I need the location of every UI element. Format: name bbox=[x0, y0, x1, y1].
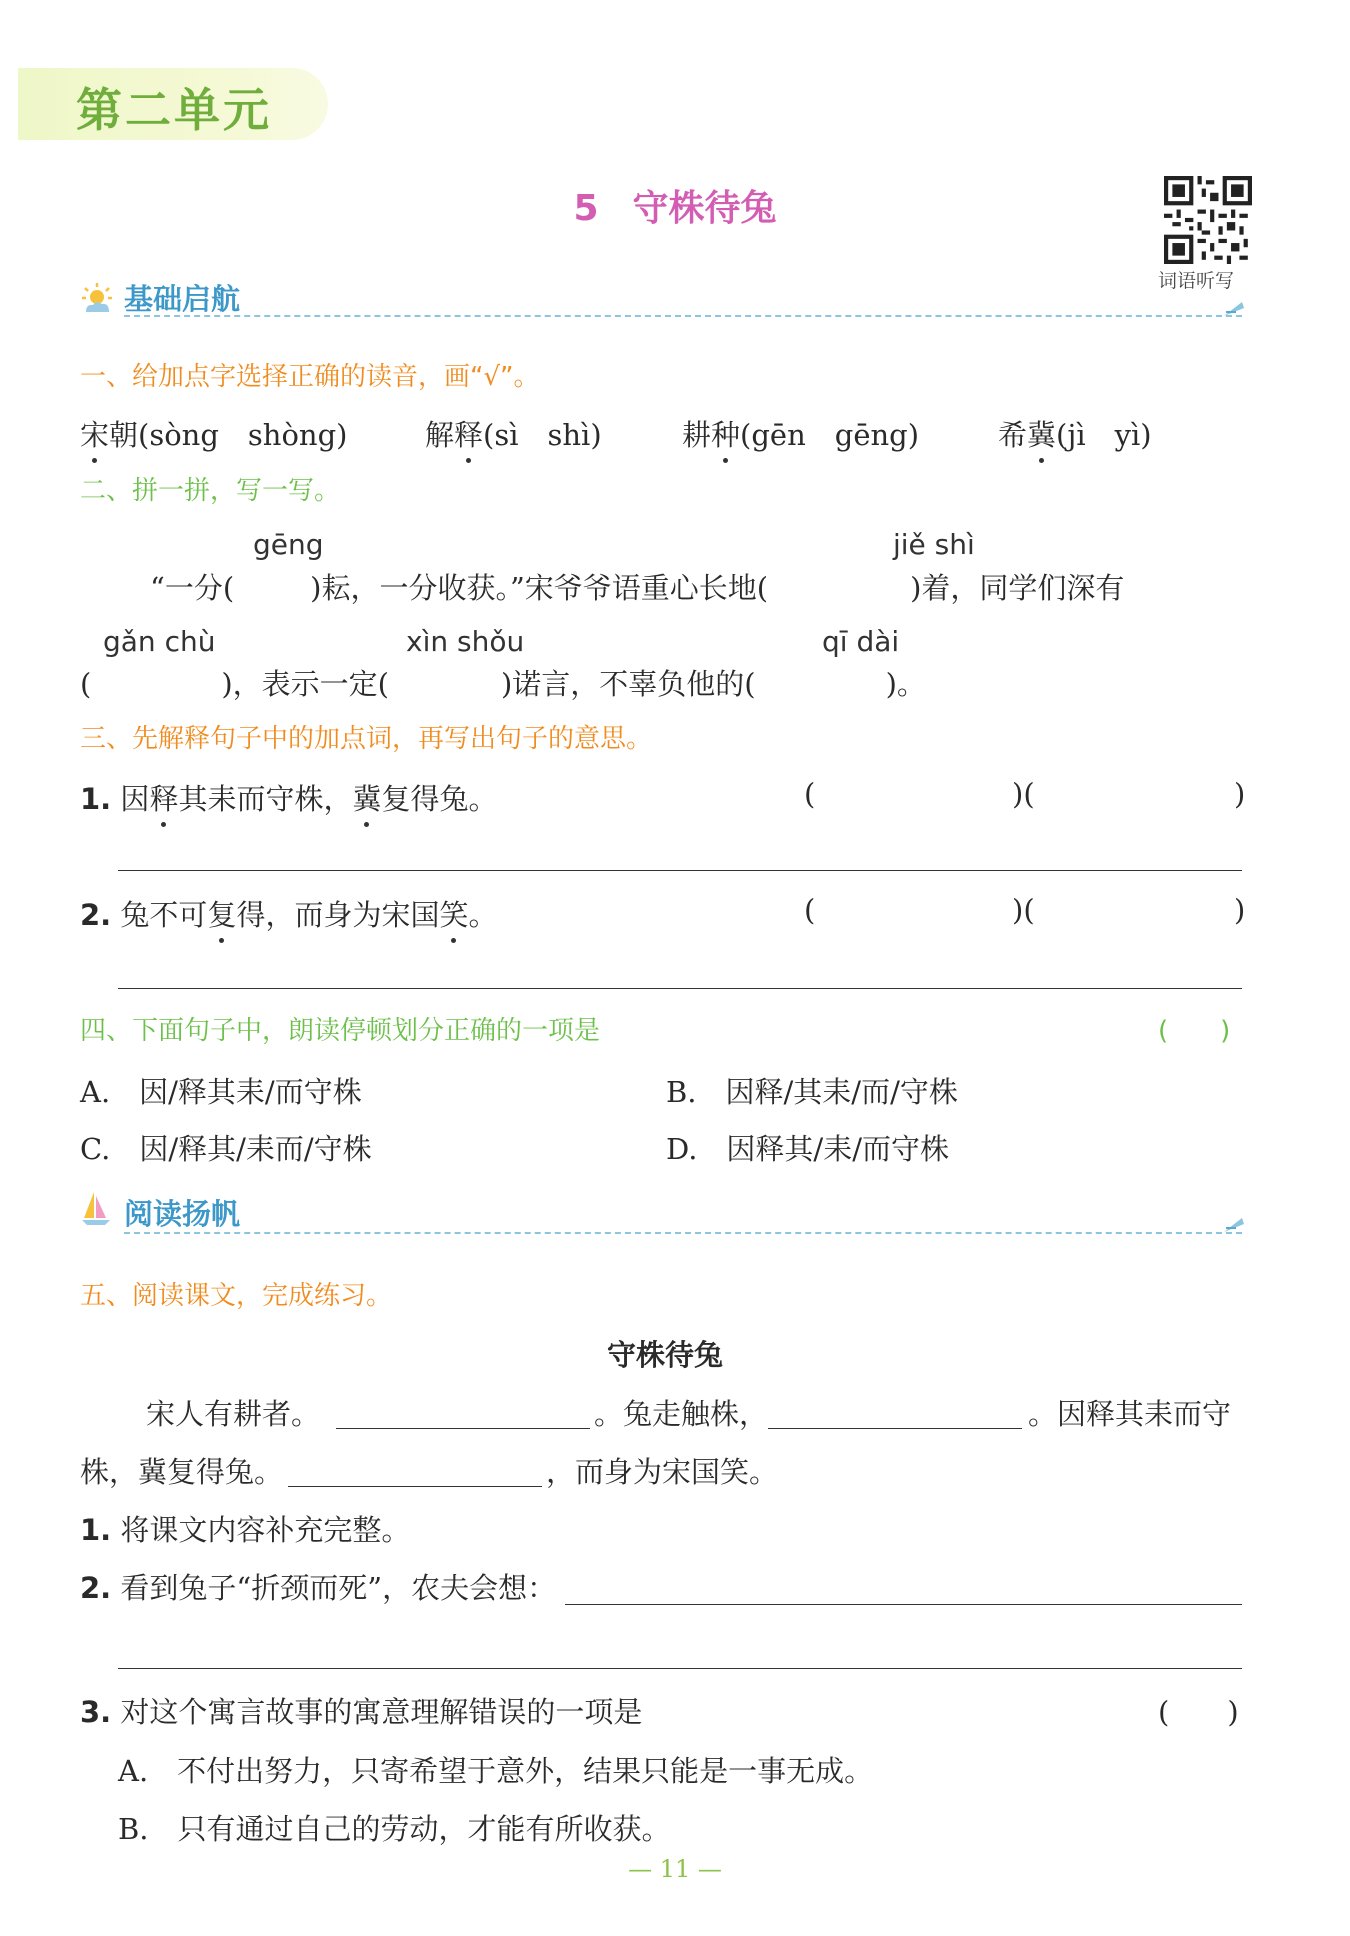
answer-bracket[interactable]: ( bbox=[804, 777, 816, 811]
passage-text: 。兔走触株， bbox=[594, 1397, 769, 1431]
sail-icon bbox=[80, 1190, 112, 1226]
passage-text: 宋人有耕者。 bbox=[146, 1397, 321, 1431]
q1-item: 宋朝(sòng shòng) bbox=[80, 413, 348, 454]
pinyin: gēng bbox=[253, 528, 324, 561]
passage-title: 守株待兔 bbox=[606, 1338, 723, 1372]
pinyin: xìn shǒu bbox=[406, 625, 525, 658]
q4-option-a: A. 因/释其耒/而守株 bbox=[80, 1075, 362, 1109]
q4-title: 四、下面句子中，朗读停顿划分正确的一项是 bbox=[80, 1016, 601, 1046]
q1-item: 耕种(gēn gēng) bbox=[682, 413, 919, 454]
pinyin: gǎn chù bbox=[103, 625, 216, 658]
answer-line[interactable] bbox=[118, 988, 1242, 989]
q4-option-d: D. 因释其/耒/而守株 bbox=[666, 1132, 949, 1166]
q5-sub3: 3. 对这个寓言故事的寓意理解错误的一项是 bbox=[80, 1695, 643, 1729]
q1-item: 希冀(jì yì) bbox=[998, 413, 1152, 454]
q5-option-b: B. 只有通过自己的劳动，才能有所收获。 bbox=[118, 1812, 671, 1846]
feather-icon bbox=[1222, 298, 1246, 318]
q2-line: “一分( )耘，一分收获。”宋爷爷语重心长地( )着，同学们深有 bbox=[150, 571, 1125, 605]
lesson-number: 5 bbox=[573, 188, 599, 229]
qr-label: 词语听写 bbox=[1158, 270, 1235, 292]
answer-bracket[interactable]: ( bbox=[804, 893, 816, 927]
feather-icon bbox=[1222, 1214, 1246, 1234]
lesson-name: 守株待兔 bbox=[632, 188, 777, 229]
q1-title: 一、给加点字选择正确的读音，画“√”。 bbox=[80, 362, 540, 392]
section-divider bbox=[124, 1232, 1242, 1234]
page-number: — 11 — bbox=[628, 1855, 722, 1883]
blank-line[interactable] bbox=[288, 1486, 542, 1487]
lesson-title bbox=[0, 180, 1350, 231]
answer-bracket[interactable]: ( ) bbox=[1158, 1016, 1231, 1046]
q2-title: 二、拼一拼，写一写。 bbox=[80, 476, 341, 506]
blank-line[interactable] bbox=[768, 1428, 1022, 1429]
answer-bracket: ) bbox=[1234, 893, 1246, 927]
q3-title: 三、先解释句子中的加点词，再写出句子的意思。 bbox=[80, 724, 653, 754]
q2-line: ( )，表示一定( )诺言，不辜负他的( )。 bbox=[80, 667, 926, 701]
answer-bracket: ) bbox=[1234, 777, 1246, 811]
answer-line[interactable] bbox=[118, 1668, 1242, 1669]
q5-title: 五、阅读课文，完成练习。 bbox=[80, 1281, 393, 1311]
passage-text: 。因释其耒而守 bbox=[1028, 1397, 1232, 1431]
q4-option-b: B. 因释/其耒/而/守株 bbox=[666, 1075, 958, 1109]
q3-item2: 2. 兔不可复得，而身为宋国笑。 bbox=[80, 893, 498, 934]
q5-option-a: A. 不付出努力，只寄希望于意外，结果只能是一事无成。 bbox=[118, 1754, 874, 1788]
passage-text: 株，冀复得兔。 bbox=[80, 1455, 284, 1489]
passage-text: ，而身为宋国笑。 bbox=[546, 1455, 779, 1489]
pinyin: jiě shì bbox=[893, 528, 975, 561]
answer-bracket[interactable]: )( bbox=[1012, 893, 1035, 927]
section-divider bbox=[124, 315, 1242, 317]
unit-title: 第二单元 bbox=[76, 83, 272, 137]
q5-sub1: 1. 将课文内容补充完整。 bbox=[80, 1513, 411, 1547]
sun-cloud-icon bbox=[80, 282, 114, 316]
section-title-reading: 阅读扬帆 bbox=[124, 1197, 241, 1231]
answer-line[interactable] bbox=[565, 1604, 1242, 1605]
q3-item1: 1. 因释其耒而守株，冀复得兔。 bbox=[80, 777, 498, 818]
section-title-basic: 基础启航 bbox=[124, 282, 241, 316]
q5-sub2: 2. 看到兔子“折颈而死”，农夫会想： bbox=[80, 1571, 557, 1605]
q4-option-c: C. 因/释其/耒而/守株 bbox=[80, 1132, 372, 1166]
blank-line[interactable] bbox=[336, 1428, 590, 1429]
answer-line[interactable] bbox=[118, 870, 1242, 871]
answer-bracket[interactable]: ( ) bbox=[1158, 1695, 1239, 1729]
pinyin: qī dài bbox=[822, 625, 900, 658]
answer-bracket[interactable]: )( bbox=[1012, 777, 1035, 811]
qr-code-icon[interactable] bbox=[1164, 176, 1252, 264]
q1-item: 解释(sì shì) bbox=[425, 413, 602, 454]
